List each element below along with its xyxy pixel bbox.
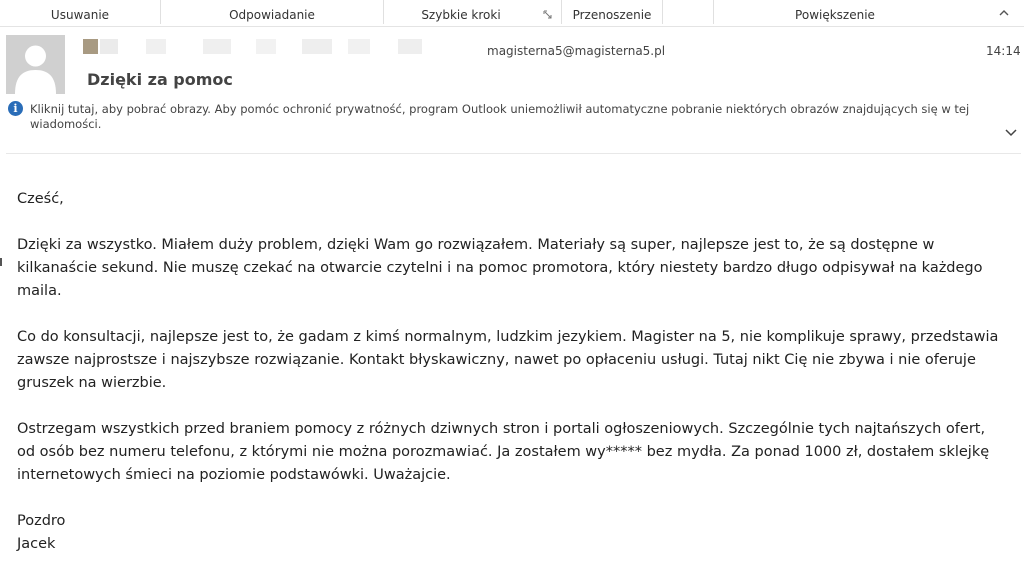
download-images-infobar[interactable]: Kliknij tutaj, aby pobrać obrazy. Aby pomóc ochronić prywatność, program Outlook uniemożliwił automatyczne pobranie niektórych obrazów znajdujących się w tej wiadomości. bbox=[30, 102, 970, 131]
info-icon[interactable]: i bbox=[8, 101, 23, 116]
message-subject: Dzięki za pomoc bbox=[87, 70, 233, 89]
chevron-down-icon[interactable] bbox=[1004, 124, 1018, 136]
body-signature: Jacek bbox=[17, 536, 56, 552]
ribbon bbox=[0, 0, 1024, 27]
ribbon-separator bbox=[662, 0, 663, 24]
message-body bbox=[17, 188, 1007, 556]
body-paragraph: Dzięki za wszystko. Miałem duży problem, dzięki Wam go rozwiązałem. Materiały są super, najlepsze jest to, że są dostępne w kilkanaście sekund. Nie muszę czekać na otwarcie czytelni i na pomoc promotora, który niestety bardzo długo odpisywał na każdego maila. bbox=[17, 237, 983, 299]
body-greeting: Cześć, bbox=[17, 191, 64, 207]
ribbon-group-quick-steps[interactable]: Szybkie kroki bbox=[421, 8, 501, 22]
body-paragraph: Co do konsultacji, najlepsze jest to, że gadam z kimś normalnym, ludzkim jezykiem. Magister na 5, nie komplikuje sprawy, przedstawia zawsze najprostsze i najszybsze rozwiązanie. Kontakt błyskawiczny, nawet po opłaceniu usługi. Tutaj nikt Cię nie zbywa i nie oferuje gruszek na wierzbie. bbox=[17, 329, 999, 391]
sender-email[interactable]: magisterna5@magisterna5.pl bbox=[487, 44, 666, 58]
header-divider bbox=[6, 153, 1021, 154]
ribbon-group-delete[interactable]: Usuwanie bbox=[50, 8, 110, 22]
message-time: 14:14 bbox=[986, 44, 1021, 58]
body-closing: Pozdro bbox=[17, 513, 66, 529]
message-header bbox=[0, 27, 1024, 152]
body-paragraph: Ostrzegam wszystkich przed braniem pomocy z różnych dziwnych stron i portali ogłoszeniowych. Szczególnie tych najtańszych ofert, od osób bez numeru telefonu, z którymi nie można porozmawiać. Ja zostałem wy***** bez mydła. Za ponad 1000 zł, dostałem sklejkę internetowych śmieci na poziomie podstawówki. Uważajcie. bbox=[17, 421, 990, 483]
person-silhouette-icon bbox=[6, 35, 65, 94]
ribbon-group-respond[interactable]: Odpowiadanie bbox=[229, 8, 315, 22]
ribbon-group-zoom[interactable]: Powiększenie bbox=[795, 8, 875, 22]
ribbon-group-move[interactable]: Przenoszenie bbox=[572, 8, 652, 22]
chevron-up-icon[interactable] bbox=[997, 6, 1011, 20]
text-caret bbox=[0, 258, 2, 266]
dialog-launcher-icon[interactable] bbox=[543, 10, 553, 20]
